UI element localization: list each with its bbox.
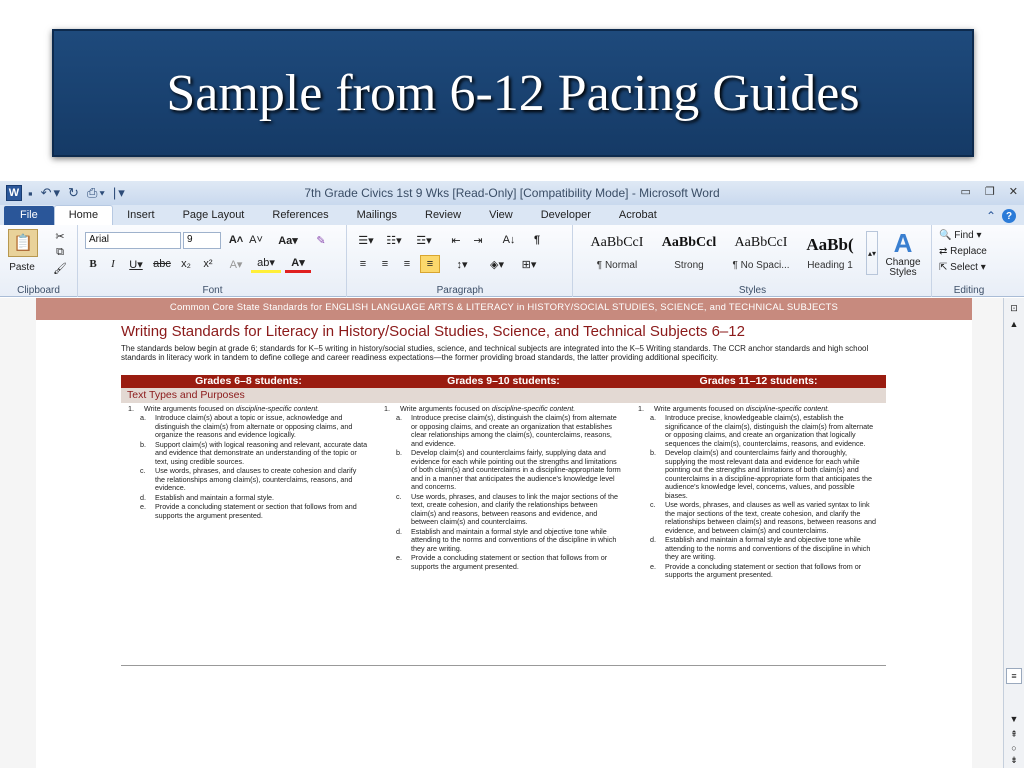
- table-end-line: [121, 665, 886, 666]
- ruler-toggle-icon[interactable]: ⊡: [1010, 302, 1018, 313]
- paragraph-group: [348, 225, 573, 297]
- tab-developer[interactable]: Developer: [540, 209, 591, 221]
- word-app-icon[interactable]: W: [6, 185, 22, 201]
- document-area[interactable]: [0, 298, 1003, 768]
- list-item: d. Establish and maintain a formal style and objective tone while attending to the norms and conventions of the discipline in which they are writing.: [396, 526, 617, 553]
- ribbon-minimize-icon[interactable]: ⌃: [985, 209, 996, 223]
- list-item: a. Introduce precise, knowledgeable claim(s), establish the significance of the claim(s), distinguish the claim(s) from alternate or opposing claims, and create an organization that logically sequences the claim(s), counterclaims, reasons, and evidence.: [650, 413, 874, 448]
- bold-icon[interactable]: B: [89, 258, 97, 270]
- decrease-indent-icon[interactable]: ⇤: [451, 234, 461, 247]
- font-size-box[interactable]: 9: [183, 232, 221, 249]
- editing-group-label: Editing: [953, 285, 985, 296]
- paste-button[interactable]: Paste: [9, 261, 35, 273]
- strikethrough-icon[interactable]: abc: [153, 258, 171, 270]
- list-item: d. Establish and maintain a formal style.: [140, 492, 275, 502]
- highlight-icon[interactable]: ab▾: [251, 255, 281, 273]
- tab-mailings[interactable]: Mailings: [356, 209, 397, 221]
- list-item: b. Develop claim(s) and counterclaims fairly, supplying data and evidence for each while pointing out the strengths and limitations of both claim(s) and counterclaims in a discipline-appropriate form and in a manner that anticipates the audience's knowledge level and concerns.: [396, 448, 621, 492]
- style-strong[interactable]: [654, 231, 724, 275]
- style-sample: AaBbCcl: [661, 235, 717, 250]
- format-painter-icon[interactable]: 🖌: [53, 262, 67, 275]
- lead-text: Write arguments focused on: [144, 404, 234, 413]
- scroll-down-icon[interactable]: ▼: [1009, 714, 1019, 724]
- font-group: [79, 225, 347, 297]
- standards-column-6-8: [128, 405, 368, 520]
- select-icon: ⇱: [939, 261, 948, 273]
- minimize-icon[interactable]: ▭: [960, 186, 971, 198]
- align-right-icon[interactable]: ≡: [403, 258, 411, 270]
- find-button[interactable]: 🔍 Find ▾: [939, 229, 982, 241]
- find-label: Find: [954, 229, 974, 241]
- numbering-icon[interactable]: ☷▾: [386, 234, 402, 247]
- list-item: b. Support claim(s) with logical reasoning and relevant, accurate data and evidence that demonstrate an understanding of the topic or text, using credible sources.: [140, 439, 368, 466]
- align-left-icon[interactable]: ≡: [359, 258, 367, 270]
- list-item: a. Introduce precise claim(s), distinguish the claim(s) from alternate or opposing claims, and create an organization that establishes clear relationships among the claim(s), counterclaims, reasons, and evidence.: [396, 413, 617, 448]
- print-icon[interactable]: ⎙▾: [86, 185, 107, 200]
- show-formatting-icon[interactable]: ¶: [533, 234, 541, 246]
- list-item: e. Provide a concluding statement or section that follows from or supports the argument presented.: [650, 561, 862, 580]
- sort-icon[interactable]: A↓: [502, 234, 516, 246]
- multilevel-list-icon[interactable]: ☲▾: [416, 234, 432, 247]
- ribbon: [0, 225, 1024, 297]
- scroll-thumb[interactable]: ≡: [1006, 668, 1022, 684]
- undo-icon[interactable]: ↶▾: [40, 185, 63, 200]
- grade-header: Grades 11–12 students:: [699, 375, 818, 387]
- lead-text: Write arguments focused on: [654, 404, 744, 413]
- line-spacing-icon[interactable]: ↕▾: [456, 258, 468, 271]
- underline-icon[interactable]: U▾: [129, 258, 143, 271]
- close-icon[interactable]: ✕: [1008, 186, 1018, 198]
- select-label: Select: [950, 261, 978, 273]
- italic-icon[interactable]: I: [111, 258, 115, 270]
- replace-icon: ⇄: [939, 245, 948, 257]
- slide-title-box: [52, 29, 974, 157]
- clipboard-group: [0, 225, 78, 297]
- document-title: Writing Standards for Literacy in History/Social Studies, Science, and Technical Subjects 6–12: [121, 323, 745, 340]
- copy-icon[interactable]: ⧉: [56, 245, 64, 258]
- help-icon[interactable]: ?: [1002, 209, 1016, 223]
- grade-header: Grades 9–10 students:: [447, 375, 560, 387]
- styles-group: [574, 225, 932, 297]
- list-item: e. Provide a concluding statement or section that follows from and supports the argument presented.: [140, 502, 357, 520]
- tab-references[interactable]: References: [272, 209, 329, 221]
- tab-page-layout[interactable]: Page Layout: [182, 209, 245, 221]
- subscript-icon[interactable]: x₂: [181, 258, 191, 270]
- grow-font-icon[interactable]: A˄: [228, 234, 244, 246]
- lead-italic: discipline-specific content.: [235, 404, 320, 413]
- font-color-icon[interactable]: A▾: [285, 255, 311, 273]
- grade-header: Grades 6–8 students:: [195, 375, 302, 387]
- title-bar: [0, 181, 1024, 205]
- clear-formatting-icon[interactable]: ✎: [316, 234, 326, 247]
- grade-header-row: [121, 375, 886, 388]
- list-item: b. Develop claim(s) and counterclaims fairly and thoroughly, supplying the most relevant data and evidence for each while pointing out the strengths and limitations of both claim(s) and counterclaims in a discipline-appropriate form that anticipates the audience's knowledge level, concerns, values, and possible biases.: [650, 448, 872, 500]
- scroll-up-icon[interactable]: ▲: [1009, 319, 1019, 329]
- style-name: Heading 1: [807, 260, 853, 271]
- word-window: [0, 181, 1024, 768]
- slide-title: Sample from 6-12 Pacing Guides: [166, 64, 860, 122]
- next-page-icon[interactable]: ⇟: [1010, 754, 1018, 765]
- style-normal[interactable]: [582, 231, 652, 275]
- replace-label: Replace: [950, 245, 987, 257]
- paragraph-group-label: Paragraph: [436, 285, 484, 296]
- change-case-icon[interactable]: Aa▾: [278, 234, 298, 247]
- change-styles-button[interactable]: Change Styles: [885, 257, 921, 278]
- lead-italic: discipline-specific content.: [745, 404, 830, 413]
- styles-group-label: Styles: [738, 285, 767, 296]
- tab-review[interactable]: Review: [425, 209, 462, 221]
- save-icon[interactable]: ▪: [28, 185, 35, 201]
- tab-insert[interactable]: Insert: [127, 209, 155, 221]
- customize-toolbar-icon[interactable]: |▾: [112, 185, 127, 200]
- style-name: ¶ No Spaci...: [732, 260, 790, 271]
- document-banner: Common Core State Standards for ENGLISH LANGUAGE ARTS & LITERACY in HISTORY/SOCIAL STUDIES, SCIENCE, and TECHNICAL SUBJECTS: [36, 298, 972, 320]
- align-center-icon[interactable]: ≡: [381, 258, 389, 270]
- font-group-label: Font: [202, 285, 223, 296]
- style-sample: AaBbCcI: [734, 235, 788, 250]
- editing-group: [933, 225, 1005, 297]
- style-no-spacing[interactable]: [726, 231, 796, 275]
- style-sample: AaBb(: [806, 235, 854, 254]
- standards-column-11-12: [638, 405, 878, 580]
- font-name-box[interactable]: Arial: [85, 232, 181, 249]
- tab-home[interactable]: Home: [54, 205, 113, 225]
- list-item: c. Use words, phrases, and clauses to link the major sections of the text, create cohesion, and clarify the relationships between claim(s) and reasons, between reasons and evidence, and between claim(s) and counterclaims.: [396, 491, 618, 527]
- browse-object-icon[interactable]: ○: [1011, 743, 1017, 753]
- change-styles-icon[interactable]: A: [893, 227, 913, 258]
- justify-icon[interactable]: ≡: [420, 255, 440, 273]
- standard-lead: 1. Write arguments focused on discipline-specific content.: [128, 404, 320, 413]
- tab-view[interactable]: View: [489, 209, 513, 221]
- tab-file[interactable]: File: [4, 206, 54, 225]
- vertical-scrollbar[interactable]: [1003, 298, 1024, 768]
- previous-page-icon[interactable]: ⇞: [1010, 728, 1018, 739]
- superscript-icon[interactable]: x²: [203, 258, 213, 270]
- standard-lead: 1. Write arguments focused on discipline-specific content.: [384, 404, 576, 413]
- text-effects-icon[interactable]: A▾: [229, 258, 243, 271]
- style-name: ¶ Normal: [596, 260, 638, 271]
- list-item: a. Introduce claim(s) about a topic or issue, acknowledge and distinguish the claim(s) from alternate or opposing claims, and organize the reasons and evidence logically.: [140, 413, 353, 440]
- paste-icon[interactable]: 📋: [8, 229, 38, 257]
- shrink-font-icon[interactable]: A˅: [249, 234, 263, 246]
- lead-text: Write arguments focused on: [400, 404, 490, 413]
- list-item: c. Use words, phrases, and clauses as well as varied syntax to link the major sections of the text, create cohesion, and clarify the relationships between claim(s) and reasons, between reasons and evidence, and between claim(s) and counterclaims.: [650, 500, 876, 535]
- cut-icon[interactable]: ✂: [55, 230, 65, 243]
- standards-column-9-10: [384, 405, 624, 571]
- document-page[interactable]: [36, 298, 972, 768]
- style-heading-1[interactable]: [798, 231, 862, 275]
- borders-icon[interactable]: ⊞▾: [521, 258, 537, 271]
- bullets-icon[interactable]: ☰▾: [358, 234, 374, 247]
- list-item: d. Establish and maintain a formal style and objective tone while attending to the norms and conventions of the discipline in which they are writing.: [650, 535, 871, 562]
- clipboard-group-label: Clipboard: [17, 285, 60, 296]
- standard-lead: 1. Write arguments focused on discipline-specific content.: [638, 404, 830, 413]
- lead-italic: discipline-specific content.: [491, 404, 576, 413]
- style-name: Strong: [674, 260, 704, 271]
- list-item: c. Use words, phrases, and clauses to create cohesion and clarify the relationships among claim(s), counterclaims, reasons, and evidence.: [140, 466, 357, 493]
- section-header: Text Types and Purposes: [121, 388, 886, 403]
- document-intro: The standards below begin at grade 6; standards for K–5 writing in history/social studies, science, and technical subjects are integrated into the K–5 Writing standards. The CCR anchor standards and high school standards in literacy work in tandem to define college and career readiness expectations—the former providing broad standards, the latter providing additional specificity.: [121, 344, 869, 363]
- tab-acrobat[interactable]: Acrobat: [618, 209, 657, 221]
- redo-icon[interactable]: ↻: [68, 185, 81, 200]
- find-icon: 🔍: [939, 229, 952, 241]
- window-title: 7th Grade Civics 1st 9 Wks [Read-Only] [Compatibility Mode] - Microsoft Word: [304, 186, 720, 200]
- styles-scroll-icon[interactable]: ▴▾: [866, 231, 878, 275]
- ribbon-tabs: [0, 205, 1024, 225]
- select-button[interactable]: ⇱ Select ▾: [939, 261, 986, 273]
- shading-icon[interactable]: ◈▾: [490, 258, 504, 271]
- restore-icon[interactable]: ❐: [984, 186, 995, 198]
- list-item: e. Provide a concluding statement or section that follows from or supports the argument presented.: [396, 553, 608, 571]
- replace-button[interactable]: [939, 244, 1003, 258]
- style-sample: AaBbCcI: [590, 235, 644, 250]
- increase-indent-icon[interactable]: ⇥: [473, 234, 483, 247]
